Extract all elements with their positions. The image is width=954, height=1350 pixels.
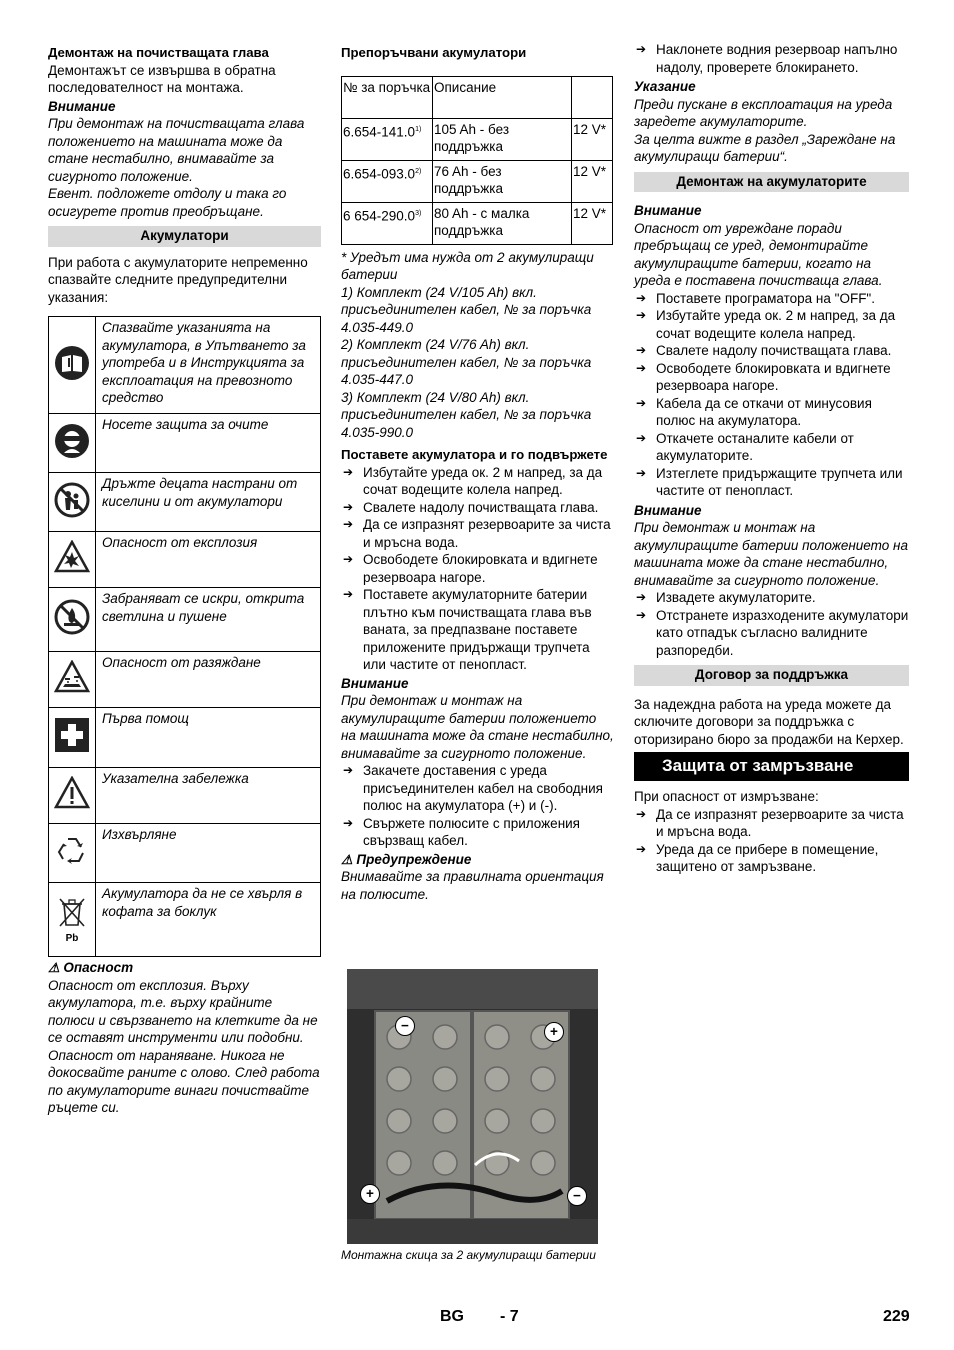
symbol-row bbox=[49, 824, 321, 883]
symbol-row bbox=[49, 768, 321, 824]
symbol-row bbox=[49, 473, 321, 532]
table-header-cell: № за поръчка bbox=[342, 76, 433, 118]
minus-label-top: − bbox=[395, 1016, 415, 1036]
section-maintenance-contract: Договор за поддръжка bbox=[634, 665, 909, 686]
disposal-steps bbox=[634, 589, 909, 659]
text-removal: Демонтажът се извършва в обратна последователност на монтажа. bbox=[48, 62, 276, 95]
list-item: ➔ Закачете доставения с уреда присъединителен кабел на свободния полюс на акумулатора (+) и (-). bbox=[341, 762, 614, 815]
explosion-icon bbox=[49, 532, 96, 588]
footer-page-number: 229 bbox=[883, 1308, 910, 1325]
plus-label-top: + bbox=[544, 1022, 564, 1042]
eye-protection-icon bbox=[49, 414, 96, 473]
pb-label: Pb bbox=[65, 932, 79, 944]
warning-icon bbox=[49, 768, 96, 824]
list-item: ➔ Освободете блокировката и вдигнете резервоара нагоре. bbox=[634, 360, 909, 395]
heading-install-battery: Поставете акумулатора и го подвържете bbox=[341, 447, 608, 462]
symbol-text: Изхвърляне bbox=[96, 824, 321, 883]
note-star: * Уредът има нужда от 2 акумулиращи батерии bbox=[341, 249, 594, 282]
contract-text: За надеждна работа на уреда можете да сключите договори за поддръжка с оторизирано бюро за продажби на Керхер. bbox=[634, 696, 904, 747]
batteries-table bbox=[341, 76, 613, 245]
no-trash-pb-icon bbox=[49, 883, 96, 957]
list-item: ➔ Уреда да се прибере в помещение, защитено от замръзване. bbox=[634, 841, 909, 876]
symbol-text: Носете защита за очите bbox=[96, 414, 321, 473]
table-cell-voltage: 12 V* bbox=[572, 118, 613, 160]
symbol-row bbox=[49, 588, 321, 652]
section-battery-removal: Демонтаж на акумулаторите bbox=[634, 172, 909, 193]
recycle-icon bbox=[49, 824, 96, 883]
note-3: 3) Комплект (24 V/80 Ah) вкл. присъединителен кабел, № за поръчка 4.035-990.0 bbox=[341, 389, 592, 440]
attention-title-2: Внимание bbox=[634, 502, 702, 518]
table-header-cell bbox=[572, 76, 613, 118]
attention-title: Внимание bbox=[634, 203, 702, 218]
heading-cleaning-head-removal: Демонтаж на почистващата глава bbox=[48, 45, 269, 60]
table-header-row bbox=[342, 76, 613, 118]
note-1: 1) Комплект (24 V/105 Ah) вкл. присъединителен кабел, № за поръчка 4.035-449.0 bbox=[341, 284, 592, 335]
column-1 bbox=[48, 44, 321, 1117]
list-item: ➔ Избутайте уреда ок. 2 м напред, за да сочат водещите колела напред. bbox=[634, 307, 909, 342]
list-item: ➔ Поставете програматора на "OFF". bbox=[634, 290, 909, 308]
symbol-row bbox=[49, 317, 321, 414]
list-item: ➔ Кабела да се откачи от минусовия полюс на акумулатора. bbox=[634, 395, 909, 430]
corrosive-icon bbox=[49, 652, 96, 708]
list-item: ➔ Избутайте уреда ок. 2 м напред, за да сочат водещите колела напред. bbox=[341, 464, 614, 499]
table-row bbox=[342, 118, 613, 160]
table-cell-number: 6.654-141.0$^{1)}$ bbox=[342, 118, 433, 160]
attention-text: Опасност от увреждане поради пребръщащ се уред, демонтирайте акумулиращите батерии, когато на уреда е поставена почистваща глава. bbox=[634, 220, 883, 288]
warning-title-line bbox=[341, 851, 614, 869]
list-item: ➔ Свържете полюсите с приложения свързващ кабел. bbox=[341, 815, 614, 850]
attention-text-2: Евент. подложете отдолу и така го осигурете против преобръщане. bbox=[48, 186, 287, 219]
note-2: 2) Комплект (24 V/76 Ah) вкл. присъединителен кабел, № за поръчка 4.035-447.0 bbox=[341, 337, 592, 387]
footer-local-page: - 7 bbox=[500, 1308, 519, 1325]
photo-caption: Монтажна скица за 2 акумулиращи батерии bbox=[341, 1248, 596, 1262]
attention-text: При демонтаж и монтаж на акумулиращите батерии положението на машината може да стане нестабилно, внимавайте за сигурното положение. bbox=[341, 693, 614, 761]
danger-title: Опасност bbox=[63, 960, 134, 975]
column-3 bbox=[634, 41, 909, 876]
symbol-row bbox=[49, 883, 321, 957]
warning-triangle-icon: ⚠ bbox=[341, 851, 353, 867]
symbol-text: Дръжте децата настрани от киселини и от акумулатори bbox=[96, 473, 321, 532]
symbol-text: Указателна забележка bbox=[96, 768, 321, 824]
list-item: ➔ Освободете блокировката и вдигнете резервоара нагоре. bbox=[341, 551, 614, 586]
table-cell-number: 6 654-290.0$^{3)}$ bbox=[342, 202, 433, 244]
no-fire-icon bbox=[49, 588, 96, 652]
no-children-icon bbox=[49, 473, 96, 532]
list-item: ➔ Свалете надолу почистващата глава. bbox=[341, 499, 614, 517]
safety-symbols-table bbox=[48, 316, 321, 957]
symbol-text: Акумулатора да не се хвърля в кофата за боклук bbox=[96, 883, 321, 957]
table-cell-voltage: 12 V* bbox=[572, 202, 613, 244]
attention-title: Внимание bbox=[341, 675, 409, 691]
table-row bbox=[342, 202, 613, 244]
danger-text: Опасност от експлозия. Върху акумулатора, т.е. върху крайните полюси и свързването на клетките да не се оставят инструменти или подобни. Опасност от нараняване. Никога не докосвайте раните с олово. След работа по акумулаторите винаги почиствайте ръцете си. bbox=[48, 977, 320, 1115]
warning-triangle-icon: ⚠ bbox=[48, 960, 60, 975]
warning-title: Предупреждение bbox=[356, 851, 472, 867]
symbol-row bbox=[49, 652, 321, 708]
symbol-text: Първа помощ bbox=[96, 708, 321, 768]
heading-recommended-batteries: Препоръчвани акумулатори bbox=[341, 45, 527, 60]
symbol-row bbox=[49, 708, 321, 768]
install-steps bbox=[341, 464, 614, 674]
list-item: ➔ Извадете акумулаторите. bbox=[634, 589, 909, 607]
danger-title-line bbox=[48, 959, 321, 977]
symbol-text: Спазвайте указанията на акумулатора, в Упътването за употреба и в Инструкцията за експлоатация на превозното средство bbox=[96, 317, 321, 414]
section-frost-protection: Защита от замръзване bbox=[634, 752, 909, 781]
tilt-step bbox=[634, 41, 909, 76]
symbol-row bbox=[49, 414, 321, 473]
section-batteries: Акумулатори bbox=[48, 226, 321, 247]
attention-text: При демонтаж на почистващата глава положението на машината може да стане нестабилно, внимавайте за сигурното положение. bbox=[48, 116, 305, 184]
list-item: ➔ Откачете останалите кабели от акумулаторите. bbox=[634, 430, 909, 465]
list-item: ➔ Изтеглете придържащите трупчета или частите от пенопласт. bbox=[634, 465, 909, 500]
attention-text-2: При демонтаж и монтаж на акумулиращите батерии положението на машината може да стане нестабилно, внимавайте за сигурното положение. bbox=[634, 520, 908, 588]
column-2 bbox=[341, 44, 614, 903]
plus-label-bottom: + bbox=[360, 1184, 380, 1204]
note-text-2: За целта вижте в раздел „Зареждане на акумулиращи батерии“. bbox=[634, 131, 896, 164]
manual-icon bbox=[49, 317, 96, 414]
list-item: ➔ Свалете надолу почистващата глава. bbox=[634, 342, 909, 360]
warning-text: Внимавайте за правилната ориентация на полюсите. bbox=[341, 869, 604, 902]
attention-title: Внимание bbox=[48, 98, 116, 114]
connect-steps bbox=[341, 762, 614, 850]
symbol-row bbox=[49, 532, 321, 588]
batteries-intro: При работа с акумулаторите непременно спазвайте следните предупредителни указания: bbox=[48, 254, 308, 305]
table-cell-description: 80 Ah - с малка поддръжка bbox=[433, 202, 572, 244]
table-cell-description: 76 Ah - без поддръжка bbox=[433, 160, 572, 202]
note-text: Преди пускане в експлоатация на уреда заредете акумулаторите. bbox=[634, 96, 893, 129]
list-item: ➔ Отстранете изразходените акумулатори като отпадък съгласно валидните разпоредби. bbox=[634, 607, 909, 660]
list-item: ➔ Наклонете водния резервоар напълно надолу, проверете блокирането. bbox=[634, 41, 909, 76]
list-item: ➔ Да се изпразнят резервоарите за чиста и мръсна вода. bbox=[341, 516, 614, 551]
frost-steps bbox=[634, 806, 909, 876]
table-cell-description: 105 Ah - без поддръжка bbox=[433, 118, 572, 160]
frost-intro: При опасност от измръзване: bbox=[634, 789, 819, 804]
table-row bbox=[342, 160, 613, 202]
removal-steps bbox=[634, 290, 909, 500]
minus-label-bottom: − bbox=[567, 1186, 587, 1206]
symbol-text: Забраняват се искри, открита светлина и пушене bbox=[96, 588, 321, 652]
list-item: ➔ Да се изпразнят резервоарите за чиста и мръсна вода. bbox=[634, 806, 909, 841]
first-aid-icon bbox=[49, 708, 96, 768]
table-cell-voltage: 12 V* bbox=[572, 160, 613, 202]
list-item: ➔ Поставете акумулаторните батерии плътно към почистващата глава във ваната, за предпазване поставете приложените придържащи трупчета или частите от пенопласт. bbox=[341, 586, 614, 674]
symbol-text: Опасност от разяждане bbox=[96, 652, 321, 708]
table-header-cell: Описание bbox=[433, 76, 572, 118]
symbol-text: Опасност от експлозия bbox=[96, 532, 321, 588]
note-title: Указание bbox=[634, 79, 696, 94]
battery-installation-photo bbox=[347, 969, 598, 1244]
table-cell-number: 6.654-093.0$^{2)}$ bbox=[342, 160, 433, 202]
footer-language: BG bbox=[440, 1308, 464, 1325]
